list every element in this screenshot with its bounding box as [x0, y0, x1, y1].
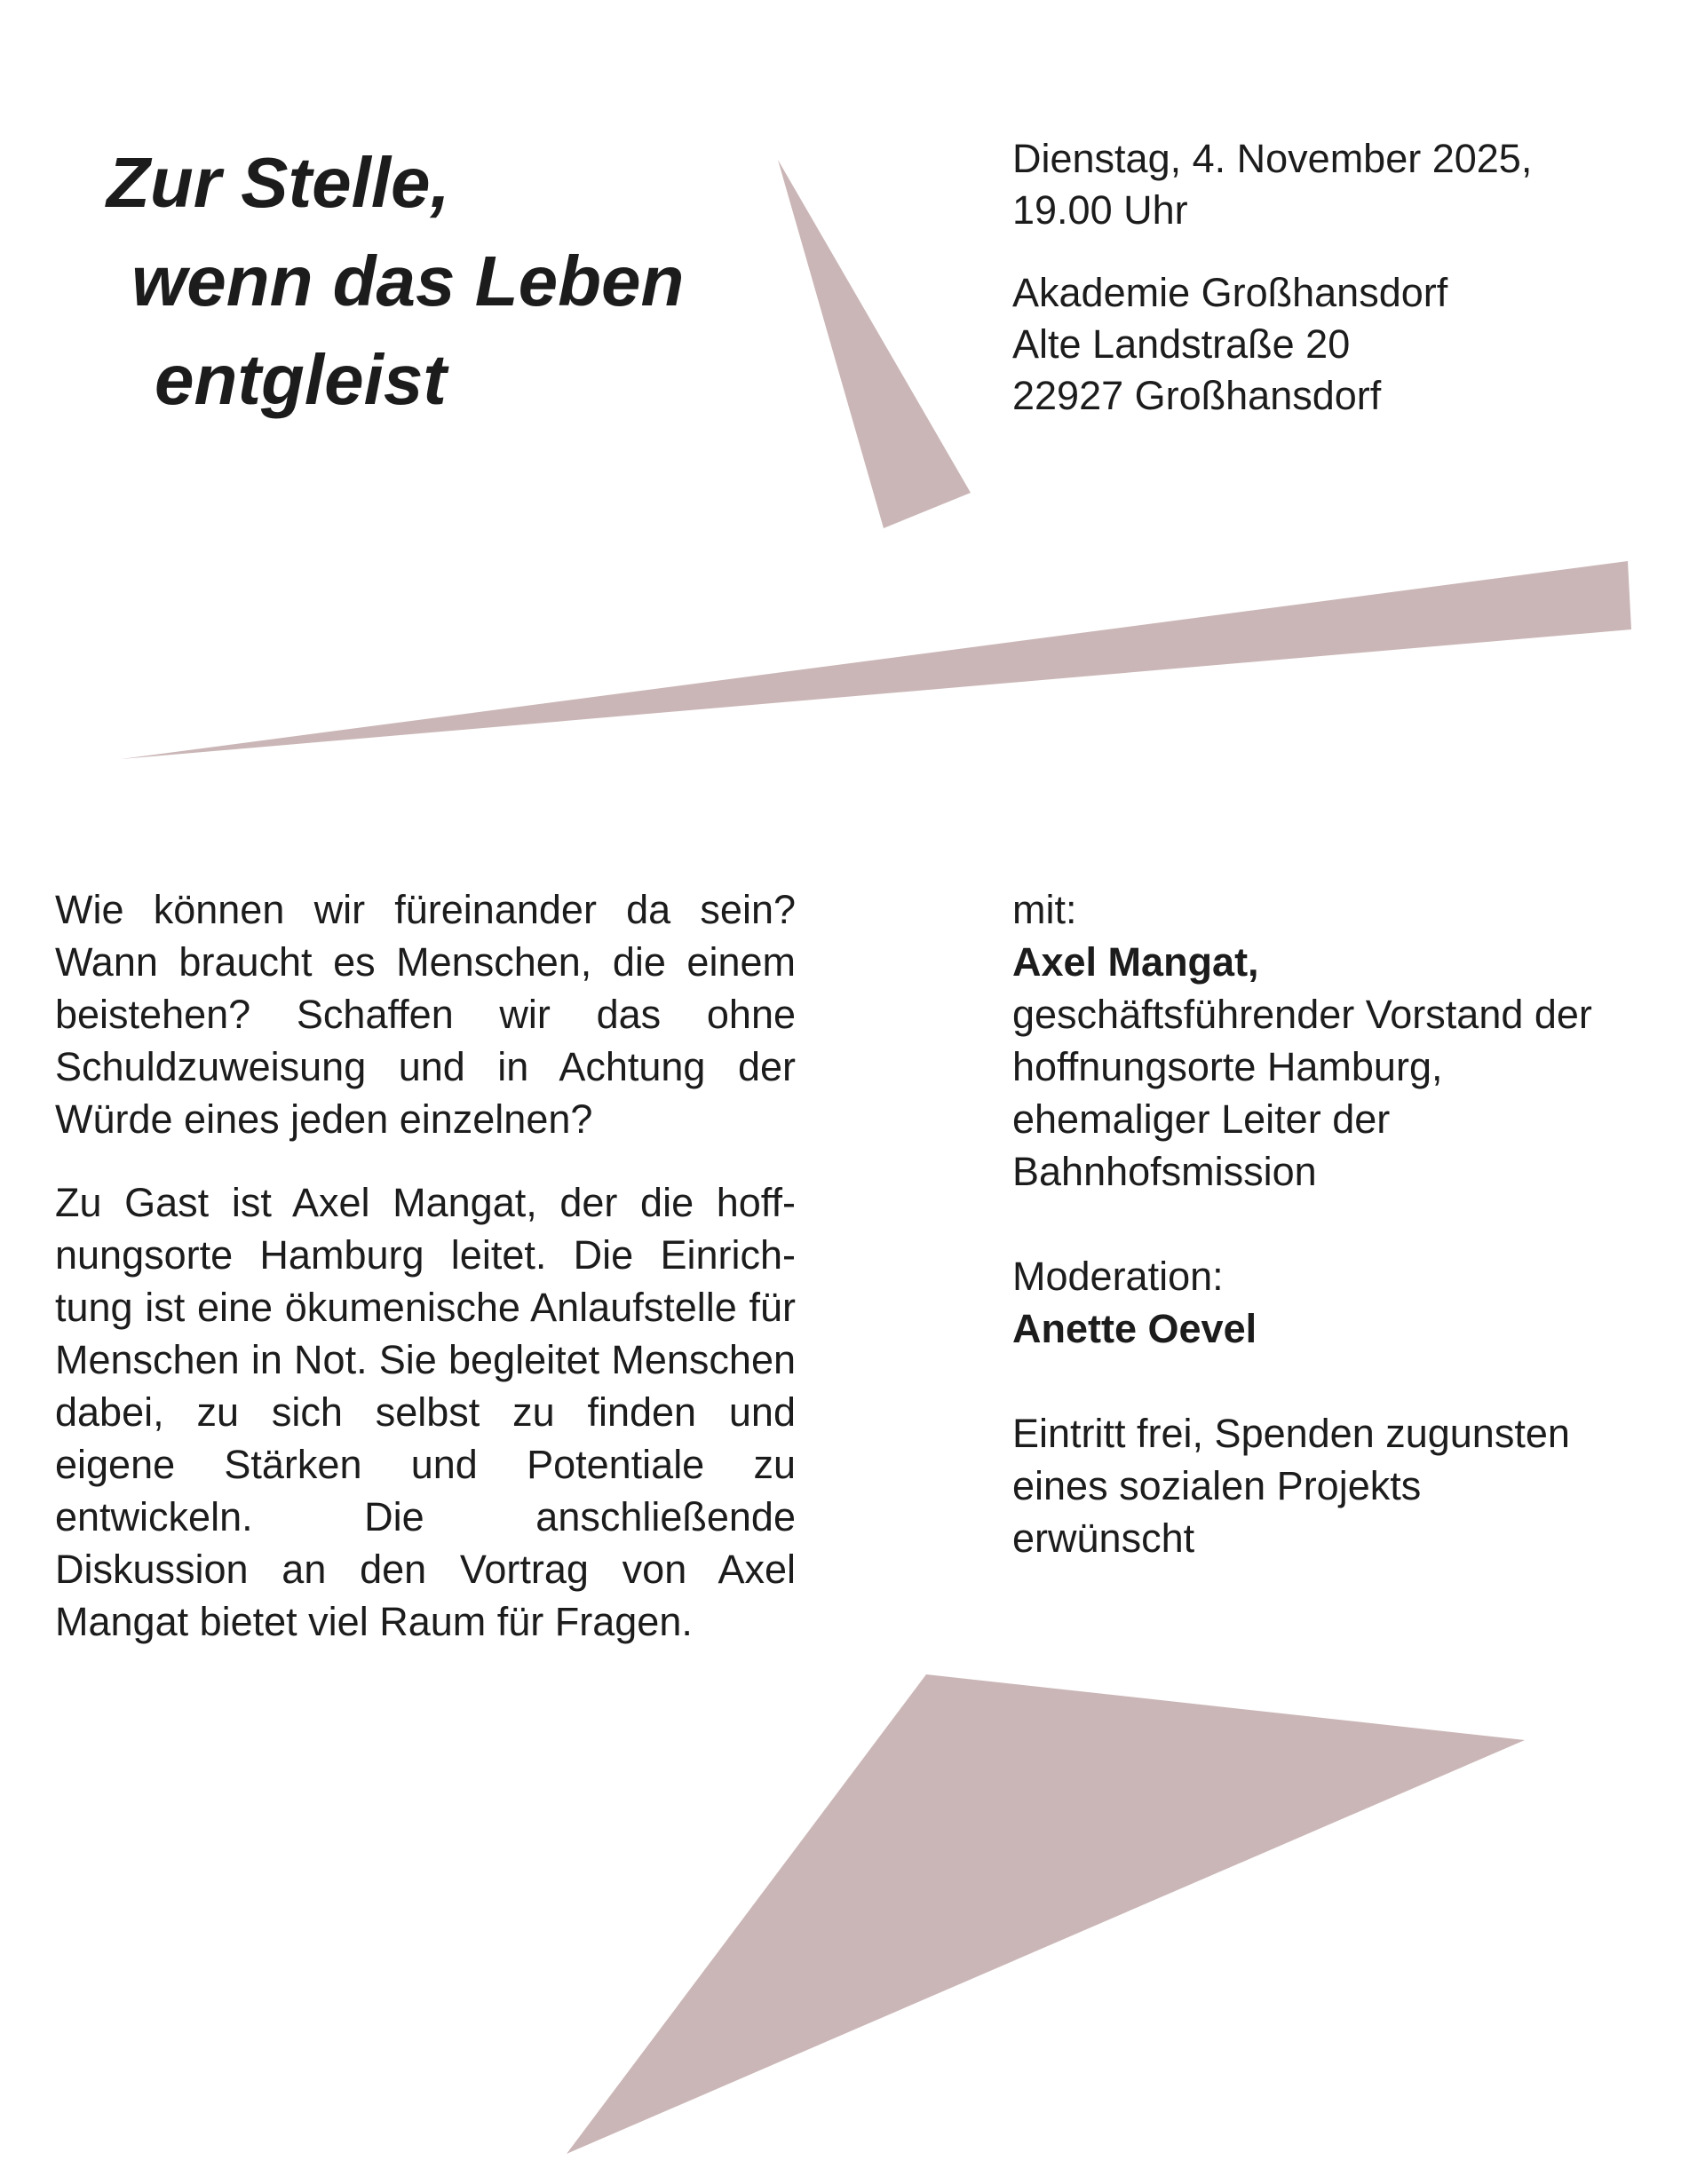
event-title [107, 133, 684, 429]
venue-name: Akademie Großhansdorf [1012, 270, 1448, 315]
speaker-role-line: geschäftsführender Vorstand der [1012, 992, 1592, 1037]
event-datetime [1012, 133, 1532, 236]
speaker-role-line: Bahnhofsmission [1012, 1149, 1317, 1194]
title-line: entgleist [155, 340, 447, 419]
description-paragraph: Wie können wir füreinander da sein? Wann braucht es Menschen, die einem beistehen? Schaffen wir das ohne Schuldzuweisung und in Achtung der Würde eines jeden einzelnen? [55, 887, 796, 1142]
horizontal-wedge-shape [121, 561, 1631, 759]
admission-block [1012, 1407, 1592, 1564]
venue-city: 22927 Großhansdorf [1012, 373, 1382, 418]
speaker-role-line: ehemaliger Leiter der [1012, 1096, 1391, 1142]
event-venue [1012, 267, 1532, 422]
event-details [1012, 133, 1532, 453]
admission-line: erwünscht [1012, 1515, 1195, 1561]
event-time: 19.00 Uhr [1012, 187, 1188, 233]
moderation-block [1012, 1250, 1592, 1355]
speaker-details [1012, 883, 1592, 1617]
title-line: wenn das Leben [131, 241, 685, 320]
description-paragraph: Zu Gast ist Axel Mangat, der die hoffnungsorte Hamburg leitet. Die Einrichtung ist eine ökumenische Anlaufstelle für Menschen in Not. Sie begleitet Menschen dabei, zu sich selbst zu finden und eigene Stärken und Potentiale zu entwickeln. Die anschließende Diskussion an den Vortrag von Axel Mangat bietet viel Raum für Fragen. [55, 1180, 796, 1644]
moderator-name: Anette Oevel [1012, 1306, 1257, 1351]
venue-street: Alte Landstraße 20 [1012, 321, 1351, 367]
speaker-name: Axel Mangat, [1012, 939, 1259, 985]
admission-line: eines sozialen Projekts [1012, 1463, 1422, 1508]
event-date: Dienstag, 4. November 2025, [1012, 136, 1533, 181]
upper-triangle-shape [778, 160, 971, 528]
speaker-role-line: hoffnungsorte Hamburg, [1012, 1044, 1443, 1089]
speaker-intro: mit: [1012, 887, 1077, 932]
title-line: Zur Stelle, [107, 143, 450, 222]
event-description [55, 883, 796, 1679]
moderation-label: Moderation: [1012, 1254, 1224, 1299]
admission-line: Eintritt frei, Spenden zugunsten [1012, 1411, 1570, 1456]
speaker-block [1012, 883, 1592, 1198]
lower-triangle-shape [567, 1674, 1525, 2154]
